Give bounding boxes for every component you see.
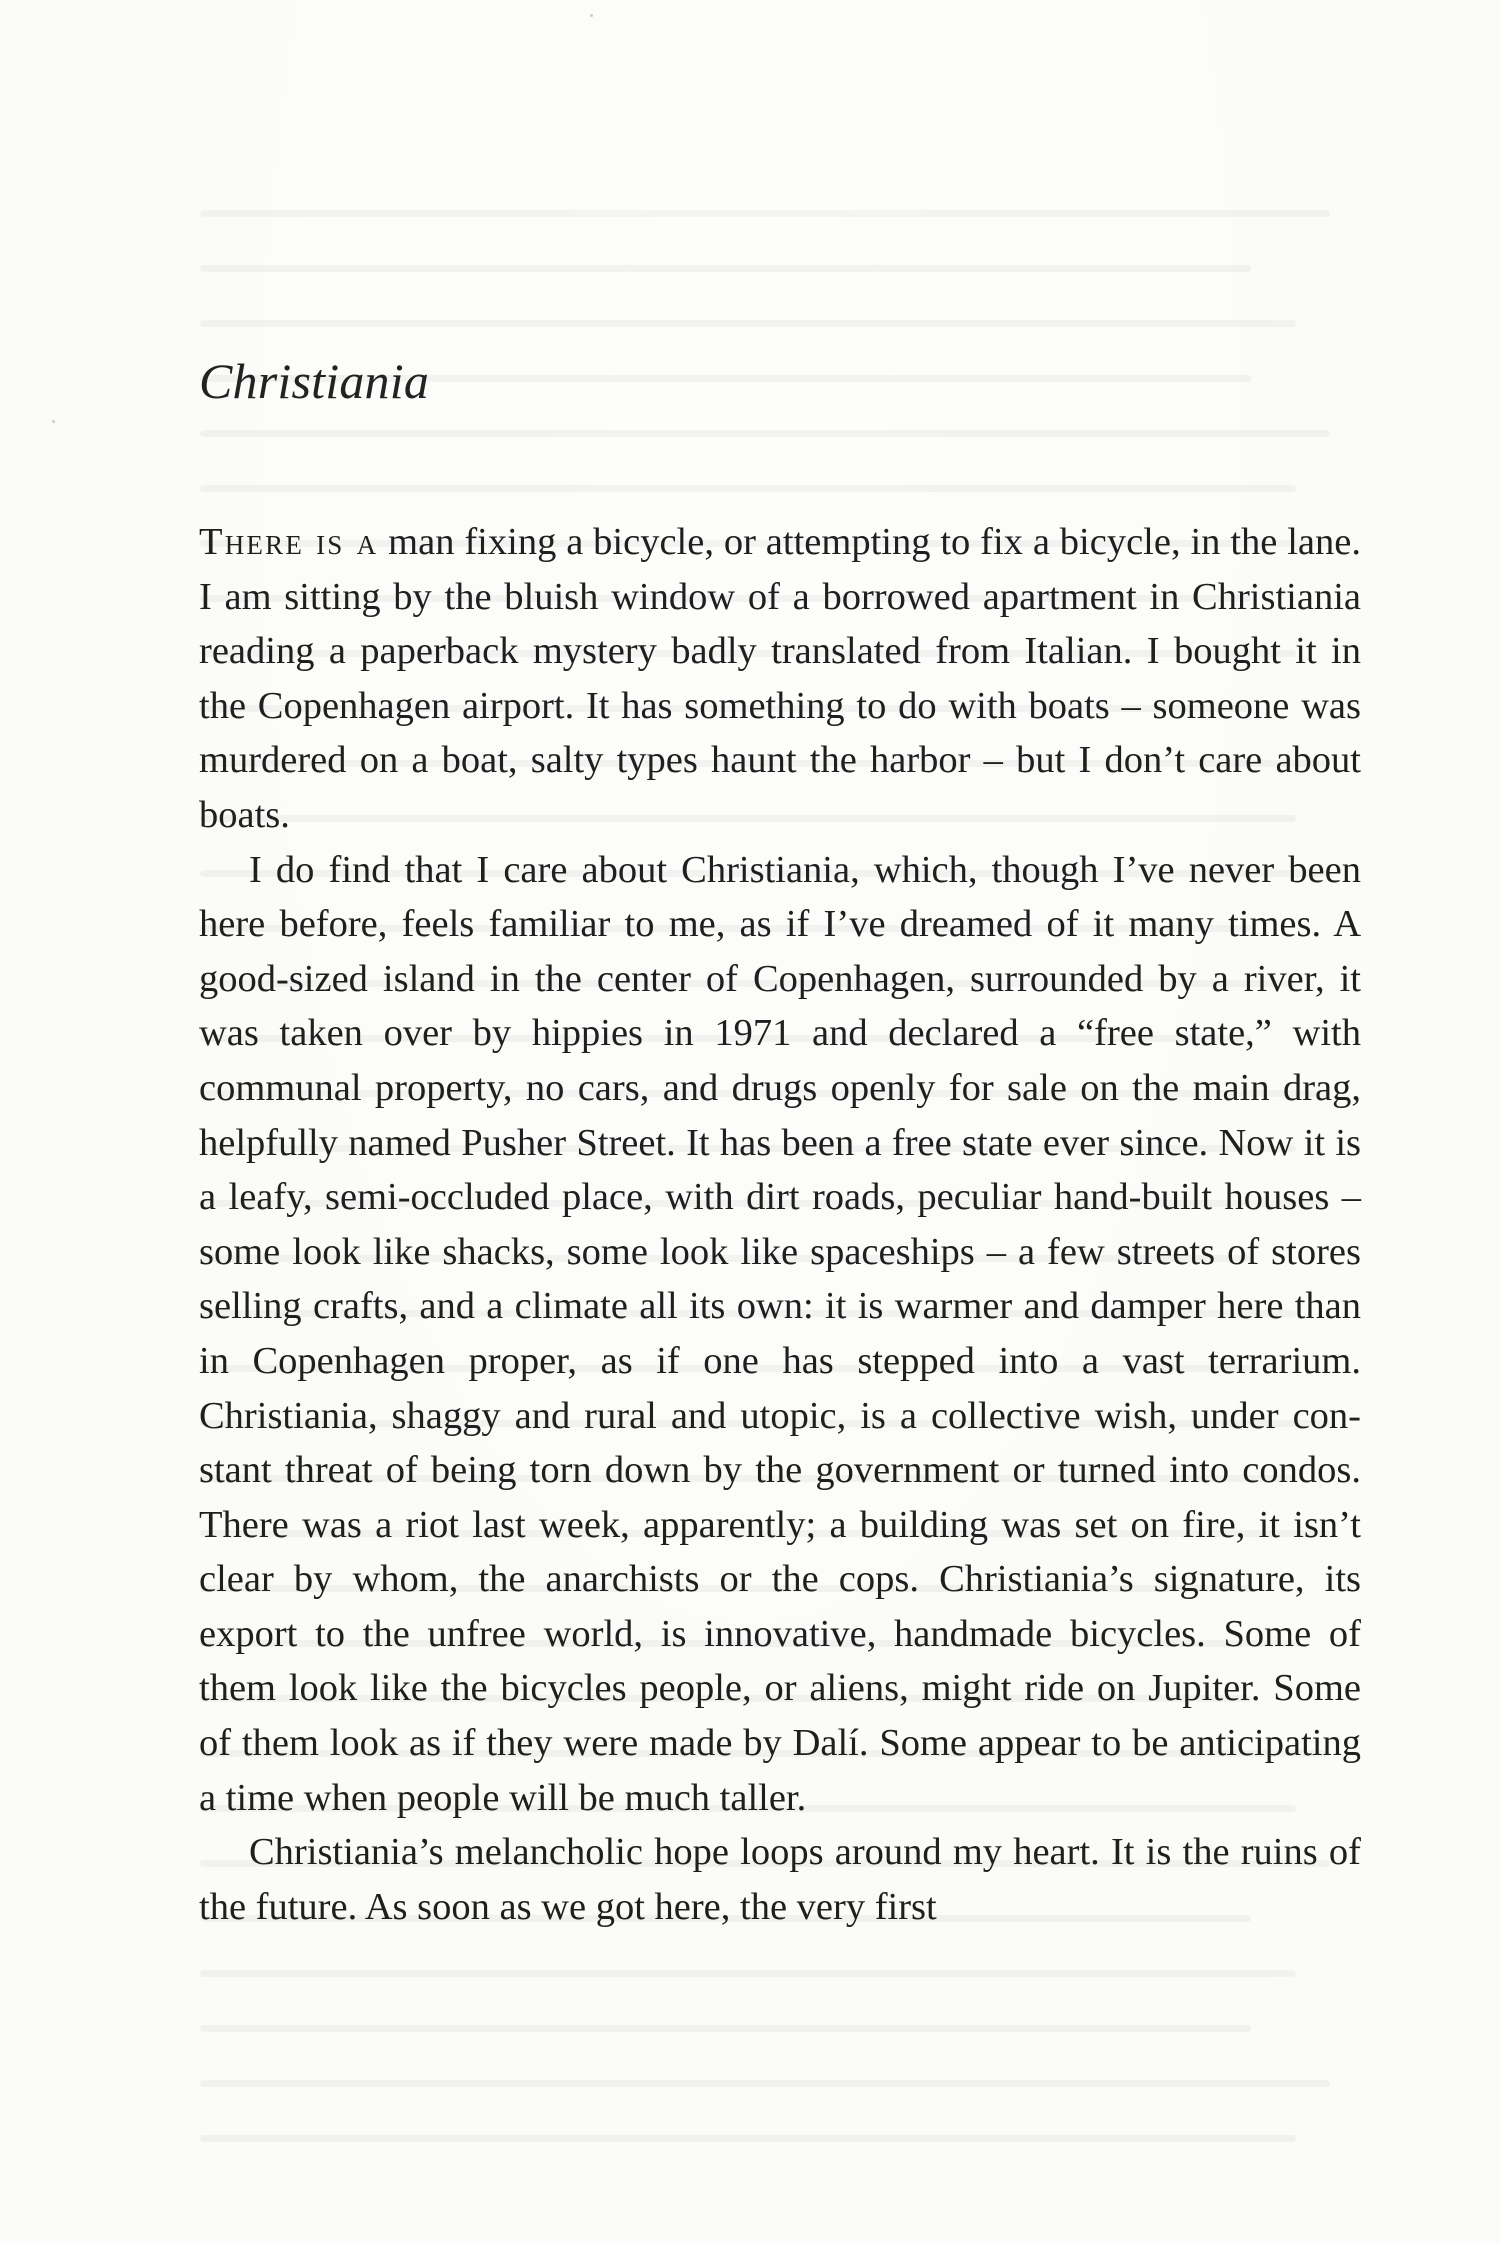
paper-speck (590, 14, 593, 17)
chapter-title: Christiania (199, 353, 430, 409)
lead-in-small-caps: There is a (199, 521, 379, 563)
paragraph-1 (199, 515, 1361, 843)
paragraph-3-text: Christiania’s melancholic hope loops around my heart. It is the ruins of the future. As soon as we got here, the very first (199, 1831, 1361, 1928)
paragraph-2 (199, 843, 1361, 1826)
paragraph-2-text: I do find that I care about Christiania, which, though I’ve never been here before, feels familiar to me, as if I’ve dreamed of it many times. A good-sized island in the center of Copenhagen, surrounded by a river, it was taken over by hippies in 1971 and declared a “free state,” with communal property, no cars, and drugs openly for sale on the main drag, helpfully named Pusher Street. It has been a free state ever since. Now it is a leafy, semi-occluded place, with dirt roads, peculiar hand-built houses – some look like shacks, some look like spaceships – a few streets of stores selling crafts, and a climate all its own: it is warmer and damper here than in Copenhagen proper, as if one has stepped into a vast terrarium. Christiania, shaggy and rural and utopic, is a collective wish, under constant threat of being torn down by the government or turned into condos. There was a riot last week, apparently; a building was set on fire, it isn’t clear by whom, the anarchists or the cops. Christiania’s signature, its export to the unfree world, is innovative, handmade bicycles. Some of them look like the bicycles people, or aliens, might ride on Jupiter. Some of them look as if they were made by Dalí. Some appear to be anticipating a time when people will be much taller. (199, 848, 1361, 1819)
paragraph-3 (199, 1825, 1361, 1934)
chapter-body (199, 515, 1361, 1934)
paragraph-1-text: man fixing a bicycle, or attempting to fix a bicycle, in the lane. I am sitting by the bluish window of a borrowed apartment in Christiania reading a paperback mystery badly translated from Italian. I bought it in the Copenhagen airport. It has something to do with boats – someone was murdered on a boat, salty types haunt the harbor – but I don’t care about boats. (199, 521, 1361, 836)
paper-speck (52, 420, 55, 423)
